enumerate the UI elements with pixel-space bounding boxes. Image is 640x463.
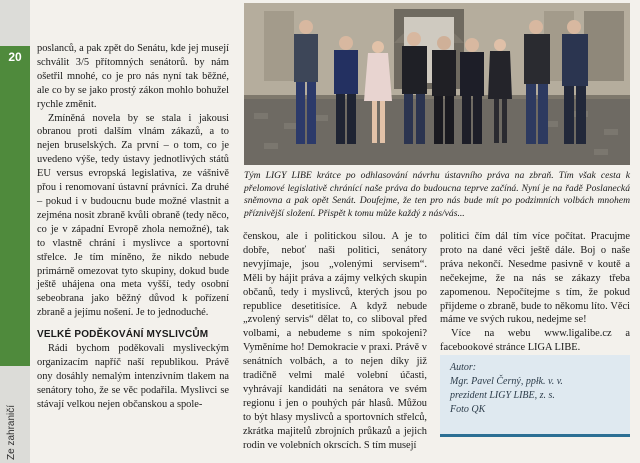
author-name: Mgr. Pavel Černý, ppłk. v. v. xyxy=(450,376,563,387)
text-column-3 xyxy=(440,230,630,355)
team-photo xyxy=(244,3,630,165)
section-label: Ze zahraničí xyxy=(6,404,17,460)
subheading: VELKÉ PODĚKOVÁNÍ MYSLIVCŮM xyxy=(37,329,209,341)
photo-credit: Foto QK xyxy=(450,404,486,415)
team-photo-illustration xyxy=(244,3,630,165)
author-title: prezident LIGY LIBE, z. s. xyxy=(450,390,555,401)
paragraph: Zmíněná novela by se stala i jakousi obranou proti dalším vlnám zákazů, a to nejen bruselských. Za první – o tom, co je uvedeno výše, tedy ústavy jednotlivých států EU versus evropská legislativa, ze vášnivě přou i renomovaní ústavní právníci. Za druhé – pokud i v budoucnu bude možné vlastnit a zejména nosit zbraně kvůli obraně (tedy něco, co je v západní Evropě zhola nemožné), tak to vlastně chrání i myslivce a sportovní střelce. Je tím míněno, že nikdo nebude primárně omezovat tyto skupiny, dokud bude ještě uhájena ona meta vyšší, tedy osobní sebeobrana jako běžný důvod k pořízení zbraně a jejímu nošení. Je to jednoduché. xyxy=(37,112,229,319)
paragraph: poslanců, a pak zpět do Senátu, kde jej musejí schválit 3/5 přítomných senátorů. by nám ošetřil mnohé, co je pro nás nyní tak běžné, ale co by se jako prostý zákon mohlo bohužel rychle změnit. xyxy=(37,43,229,110)
text-column-1 xyxy=(37,42,229,412)
section-label-wrapper xyxy=(4,362,22,462)
paragraph: Rádi bychom poděkovali mysliveckým organizacím napříč naší republikou. Právě ony dosáhly nemalým intenzivním tlakem na senátory toho, že se věc podařila. Myslivci se stávají velkou nejen občanskou a spole- xyxy=(37,343,229,410)
section-color-bar xyxy=(0,46,30,366)
author-label: Autor: xyxy=(450,362,477,373)
paragraph: politici čím dál tím více počítat. Pracujme proto na dané věci ještě dále. Boj o naše práva nekončí. Nesedme pasivně v koutě a nečekejme, že na nás se zákazy třeba zapomenou. Nepočítejme s tím, že pokud přijdeme o zbraně, bude to někomu líto. Věci máme ve svých rukou, nedejme se! xyxy=(440,231,630,326)
author-box xyxy=(440,355,630,437)
paragraph-web-link: Více na webu www.ligalibe.cz a facebookové stránce LIGA LIBE. xyxy=(440,328,630,354)
text-column-2 xyxy=(243,230,427,453)
photo-caption: Tým LIGY LIBE krátce po odhlasování návrhu ústavního práva na zbraň. Tím však cesta k přelomové legislativě chránící naše práva do budoucna teprve začíná. Nyní je na řadě Poslanecká sněmovna a pak opět Senát. Doufejme, že ten pro nás bude mít po podzimních volbách mnohem příznivější složení. Přispět k tomu může každý z nás/vás... xyxy=(244,170,630,219)
paragraph: čenskou, ale i politickou silou. A je to dobře, neboť naši politici, senátory nevyjímaje, jsou „volenými servisem“. Měli by hájit práva a zájmy velkých skupin občanů, tedy i myslivců, kterých jsou po republice desetitisíce. A když nebude „zvolený servis“ dělat to, co sliboval před volbami, a nebudeme s ním spokojeni? Vyměníme ho! Demokracie v praxi. Právě v senátních volbách, a to nejen díky již tradičně velmi malé volební účasti, vyhrávají kandidáti na senátora ve svém regionu i jen o pouhých pár hlasů. Můžou to být hlasy myslivců a sportovních střelců, zkrátka majitelů zbrojních průkazů a jejich rodin ve volebních okrscích. S tím musejí xyxy=(243,231,427,451)
page-number: 20 xyxy=(8,50,22,64)
